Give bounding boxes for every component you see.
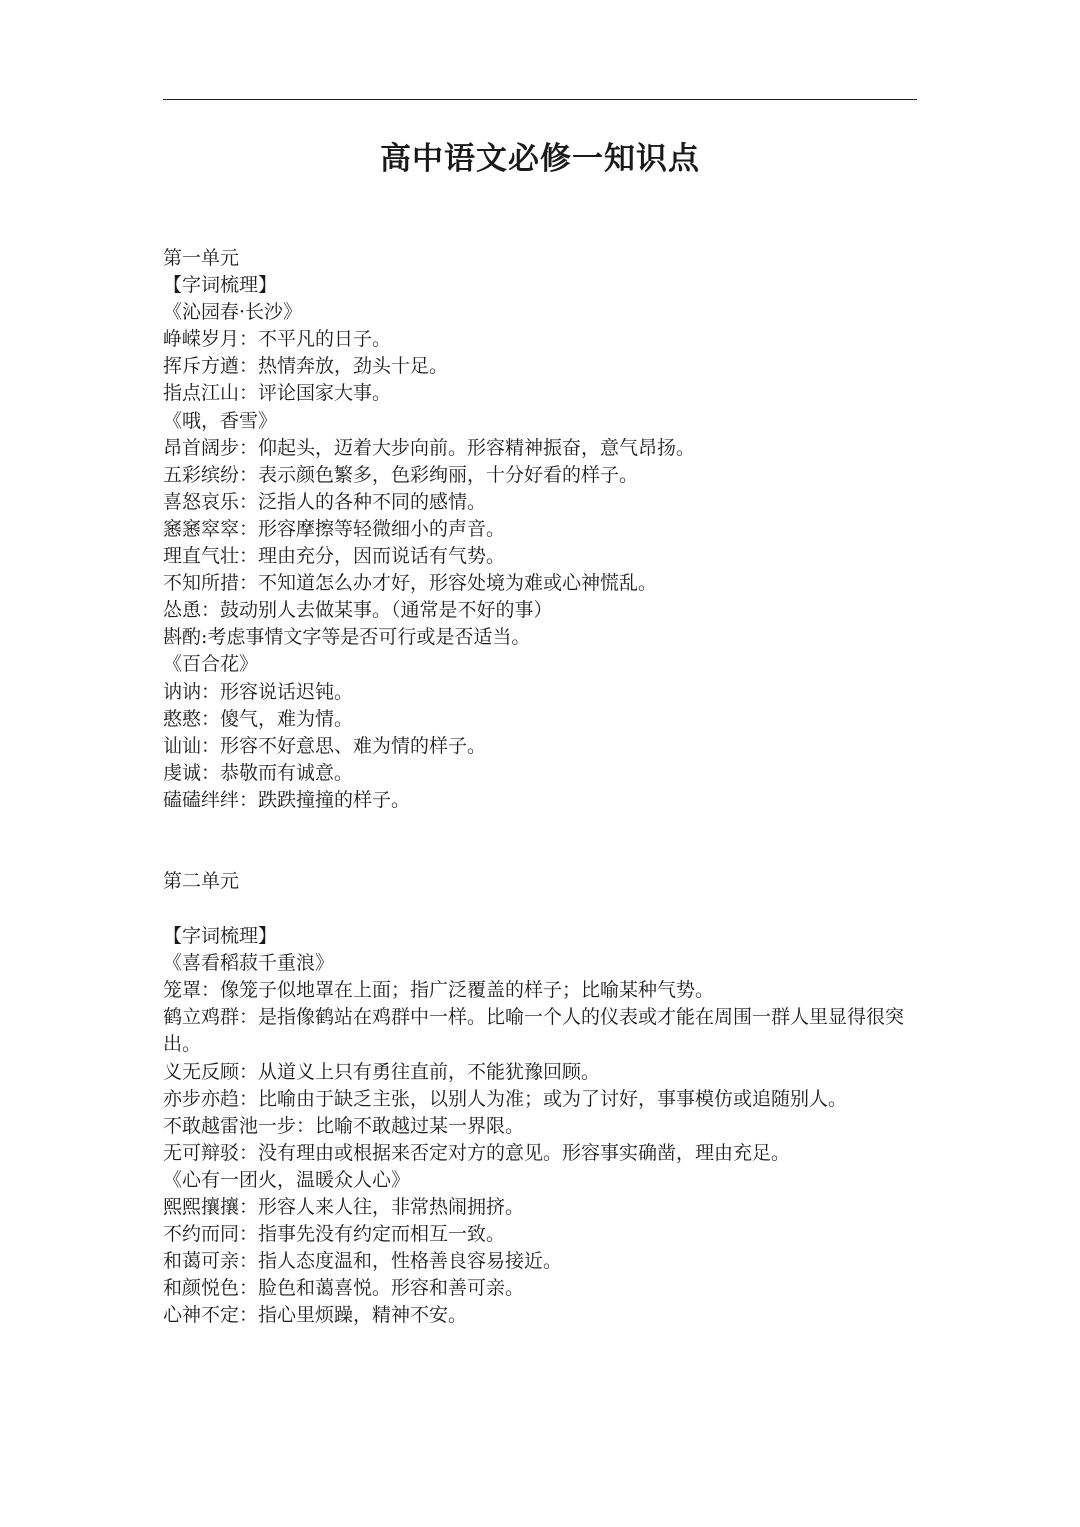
vocab-entry: 五彩缤纷：表示颜色繁多，色彩绚丽，十分好看的样子。 (163, 463, 639, 486)
vocab-entry: 怂恿：鼓动别人去做某事。（通常是不好的事） (163, 599, 553, 622)
vocab-entry: 义无反顾：从道义上只有勇往直前，不能犹豫回顾。 (163, 1060, 601, 1083)
vocab-entry: 理直气壮：理由充分，因而说话有气势。 (163, 545, 506, 568)
vocab-entry: 磕磕绊绊：跌跌撞撞的样子。 (163, 788, 411, 811)
vocab-entry: 昂首阔步：仰起头，迈着大步向前。形容精神振奋，意气昂扬。 (163, 436, 696, 459)
top-divider (163, 99, 917, 100)
vocab-entry: 无可辩驳：没有理由或根据来否定对方的意见。形容事实确凿，理由充足。 (163, 1141, 791, 1164)
vocab-entry: 不约而同：指事先没有约定而相互一致。 (163, 1223, 506, 1246)
vocab-entry: 虔诚：恭敬而有诚意。 (163, 761, 354, 784)
unit-heading: 第一单元 (163, 247, 240, 269)
document-body (163, 245, 923, 1329)
vocab-entry: 讷讷：形容说话迟钝。 (163, 680, 354, 703)
vocab-entry: 熙熙攘攘：形容人来人往，非常热闹拥挤。 (163, 1196, 525, 1218)
vocab-entry: 不敢越雷池一步：比喻不敢越过某一界限。 (163, 1114, 525, 1137)
text-title: 《喜看稻菽千重浪》 (163, 952, 335, 975)
text-title: 《心有一团火，温暖众人心》 (163, 1168, 411, 1191)
section-heading: 【字词梳理】 (163, 274, 278, 297)
vocab-entry: 心神不定：指心里烦躁，精神不安。 (163, 1304, 468, 1327)
page-title: 高中语文必修一知识点 (380, 141, 700, 177)
spacer (163, 814, 923, 868)
vocab-entry: 斟酌:考虑事情文字等是否可行或是否适当。 (163, 626, 531, 649)
spacer (163, 895, 923, 923)
vocab-entry: 笼罩：像笼子似地罩在上面；指广泛覆盖的样子；比喻某种气势。 (163, 979, 715, 1002)
text-title: 《百合花》 (163, 653, 259, 676)
vocab-entry: 挥斥方遒：热情奔放，劲头十足。 (163, 355, 449, 378)
vocab-entry: 喜怒哀乐：泛指人的各种不同的感情。 (163, 490, 487, 513)
vocab-entry: 鹤立鸡群：是指像鹤站在鸡群中一样。比喻一个人的仪表或才能在周围一群人里显得很突出。 (163, 1006, 905, 1056)
vocab-entry: 和蔼可亲：指人态度温和，性格善良容易接近。 (163, 1250, 563, 1273)
text-title: 《沁园春·长沙》 (163, 301, 303, 324)
vocab-entry: 窸窸窣窣：形容摩擦等轻微细小的声音。 (163, 517, 506, 540)
vocab-entry: 亦步亦趋：比喻由于缺乏主张，以别人为准；或为了讨好，事事模仿或追随别人。 (163, 1087, 848, 1110)
vocab-entry: 不知所措：不知道怎么办才好，形容处境为难或心神慌乱。 (163, 572, 658, 595)
section-heading: 【字词梳理】 (163, 925, 278, 948)
text-title: 《哦，香雪》 (163, 409, 278, 432)
vocab-entry: 峥嵘岁月：不平凡的日子。 (163, 328, 392, 351)
unit-heading: 第二单元 (163, 869, 240, 892)
vocab-entry: 憨憨：傻气，难为情。 (163, 707, 354, 730)
vocab-entry: 指点江山：评论国家大事。 (163, 382, 392, 405)
vocab-entry: 和颜悦色：脸色和蔼喜悦。形容和善可亲。 (163, 1277, 525, 1300)
vocab-entry: 讪讪：形容不好意思、难为情的样子。 (163, 734, 487, 757)
